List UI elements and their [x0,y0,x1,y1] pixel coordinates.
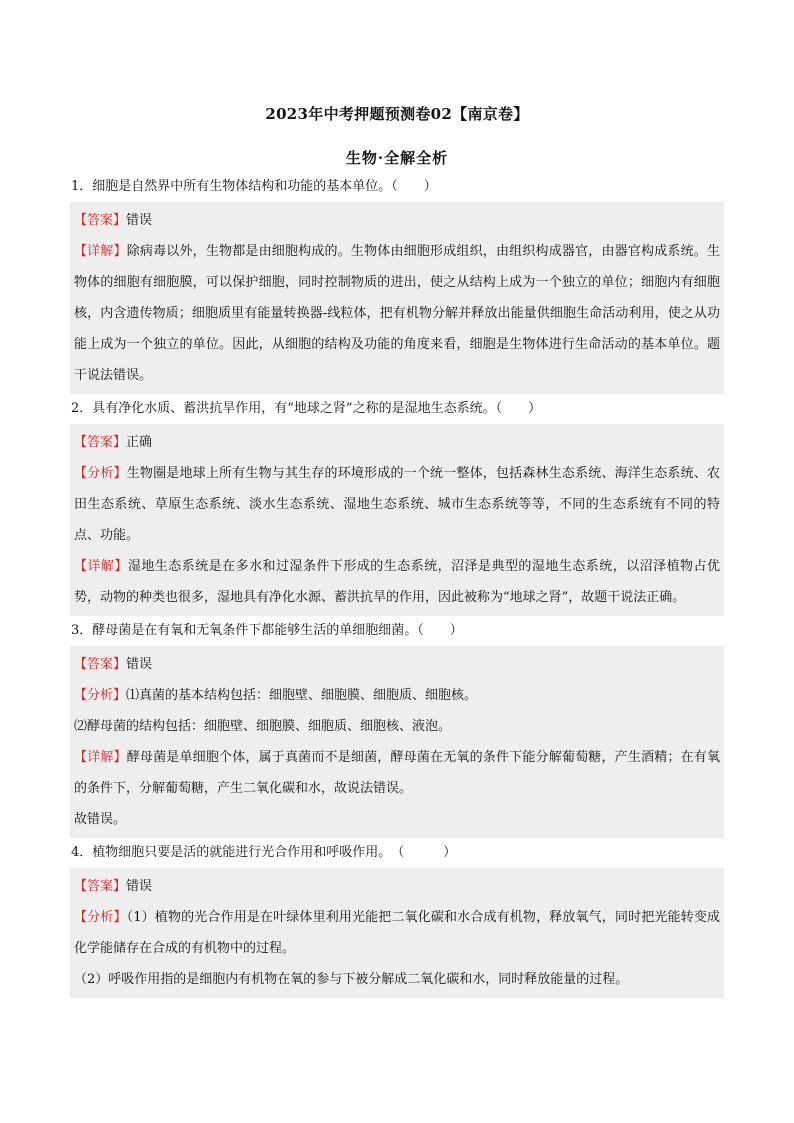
analysis-text: 生物圈是地球上所有生物与其生存的环境形成的一个统一整体，包括森林生态系统、海洋生态系统、农田生态系统、草原生态系统、淡水生态系统、湿地生态系统、城市生态系统等等，不同的生态系统有不同的特点、功能。 [74,466,720,543]
analysis-text: （2）呼吸作用指的是细胞内有机物在氧的参与下被分解成二氧化碳和水，同时释放能量的过程。 [74,972,629,987]
answer-line [74,871,720,902]
answer-line [74,427,720,458]
explanation-text: 湿地生态系统是在多水和过湿条件下形成的生态系统，沼泽是典型的湿地生态系统，以沼泽植物占优势，动物的种类也很多，湿地具有净化水源、蓄洪抗旱的作用，因此被称为“地球之肾”，故题干说法正确。 [74,559,720,605]
analysis-text: ⑵酵母菌的结构包括：细胞壁、细胞膜、细胞质、细胞核、液泡。 [74,719,452,734]
explanation-tag: 【详解】 [74,244,127,259]
document-title: 2023年中考押题预测卷02【南京卷】 [265,105,529,123]
answer-tag: 【答案】 [74,435,127,450]
answer-line [74,205,720,236]
analysis-paragraph [74,902,720,964]
answer-value: 正确 [126,435,153,450]
question-stem: 1．细胞是自然界中所有生物体结构和功能的基本单位。（ ） [71,179,437,194]
analysis-text: ⑴真菌的基本结构包括：细胞壁、细胞膜、细胞质、细胞核。 [126,688,478,703]
solution-box [70,424,724,616]
analysis-tag: 【分析】 [74,910,127,925]
conclusion-paragraph [74,804,720,835]
analysis-text: （1）植物的光合作用是在叶绿体里利用光能把二氧化碳和水合成有机物，释放氧气，同时把光能转变成化学能储存在合成的有机物中的过程。 [74,910,720,956]
answer-value: 错误 [126,879,153,894]
analysis-paragraph [74,458,720,551]
answer-tag: 【答案】 [74,879,127,894]
analysis-paragraph [74,711,720,742]
explanation-tag: 【详解】 [74,750,127,765]
solution-box [70,646,724,838]
solution-box [70,202,724,394]
answer-line [74,649,720,680]
explanation-paragraph [74,551,720,613]
solution-box [70,868,724,998]
answer-tag: 【答案】 [74,213,127,228]
analysis-paragraph [74,680,720,711]
explanation-paragraph [74,236,720,391]
question-stem: 2．具有净化水质、蓄洪抗旱作用，有“地球之肾”之称的是湿地生态系统。（ ） [71,401,542,416]
document-subtitle: 生物·全解全析 [345,149,449,167]
analysis-paragraph [74,964,720,995]
answer-value: 错误 [126,213,153,228]
explanation-text: 除病毒以外，生物都是由细胞构成的。生物体由细胞形成组织，由组织构成器官，由器官构成系统。生物体的细胞有细胞膜，可以保护细胞，同时控制物质的进出，使之从结构上成为一个独立的单位；细胞内有细胞核，内含遗传物质；细胞质里有能量转换器-线粒体，把有机物分解并释放出能量供细胞生命活动利用，使之从功能上成为一个独立的单位。因此，从细胞的结构及功能的角度来看，细胞是生物体进行生命活动的基本单位。题干说法错误。 [74,244,720,383]
analysis-tag: 【分析】 [74,466,127,481]
questions-list [70,176,724,1002]
explanation-text: 酵母菌是单细胞个体，属于真菌而不是细菌，酵母菌在无氧的条件下能分解葡萄糖，产生酒精；在有氧的条件下，分解葡萄糖，产生二氧化碳和水，故说法错误。 [74,750,720,796]
question-stem: 4．植物细胞只要是活的就能进行光合作用和呼吸作用。 （ ） [71,845,457,860]
explanation-tag: 【详解】 [74,559,128,574]
question-stem: 3．酵母菌是在有氧和无氧条件下都能够生活的单细胞细菌。（ ） [71,623,463,638]
explanation-paragraph [74,742,720,804]
analysis-tag: 【分析】 [74,688,127,703]
answer-tag: 【答案】 [74,657,127,672]
answer-value: 错误 [126,657,153,672]
conclusion-text: 故错误。 [74,812,127,827]
